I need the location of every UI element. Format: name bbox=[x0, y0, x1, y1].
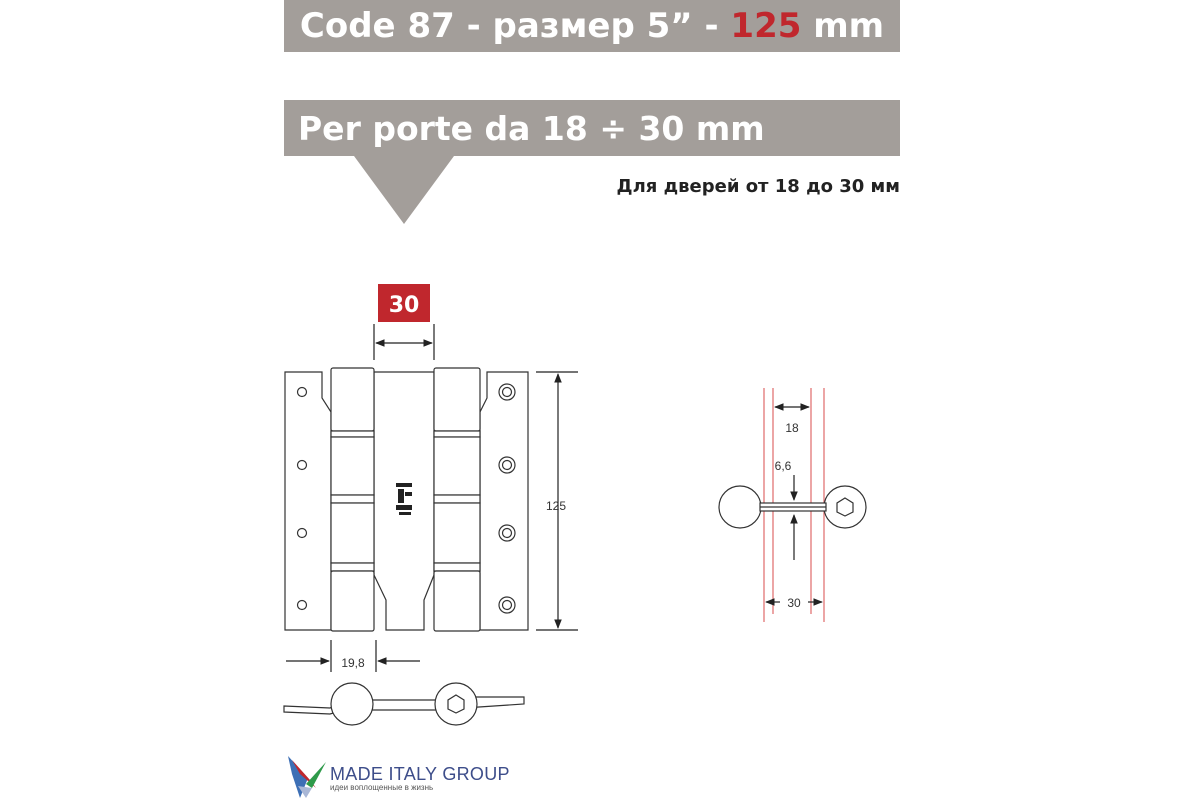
door-min-label: 18 bbox=[785, 421, 799, 435]
offset-dimension-label: 19,8 bbox=[341, 656, 365, 670]
left-leaf-plate bbox=[285, 372, 331, 630]
left-knuckle-circle bbox=[719, 486, 761, 528]
hinge-front-view bbox=[285, 368, 528, 631]
banner-code-prefix: Code 87 - размер 5” - bbox=[299, 6, 731, 46]
banner-code-size-highlight: 125 bbox=[730, 6, 802, 46]
logo-emblem-icon bbox=[286, 754, 328, 800]
door-section-view bbox=[719, 388, 866, 622]
height-dimension-label: 125 bbox=[545, 499, 567, 513]
logo-tagline: идеи воплощенные в жизнь bbox=[330, 783, 434, 792]
door-range-banner: Per porte da 18 ÷ 30 mm bbox=[284, 100, 900, 156]
gap-label: 6,6 bbox=[774, 459, 792, 473]
width-badge-label: 30 bbox=[388, 293, 420, 318]
door-range-subtitle-ru: Для дверей от 18 до 30 мм bbox=[616, 176, 900, 197]
logo-company-name: MADE ITALY GROUP bbox=[330, 764, 510, 784]
hinge-top-view bbox=[284, 683, 524, 725]
door-max-label: 30 bbox=[787, 596, 801, 610]
right-leaf-plate bbox=[480, 372, 528, 630]
right-knuckle-circle bbox=[824, 486, 866, 528]
made-italy-group-logo bbox=[286, 754, 546, 800]
banner-code-suffix: mm bbox=[801, 6, 885, 46]
